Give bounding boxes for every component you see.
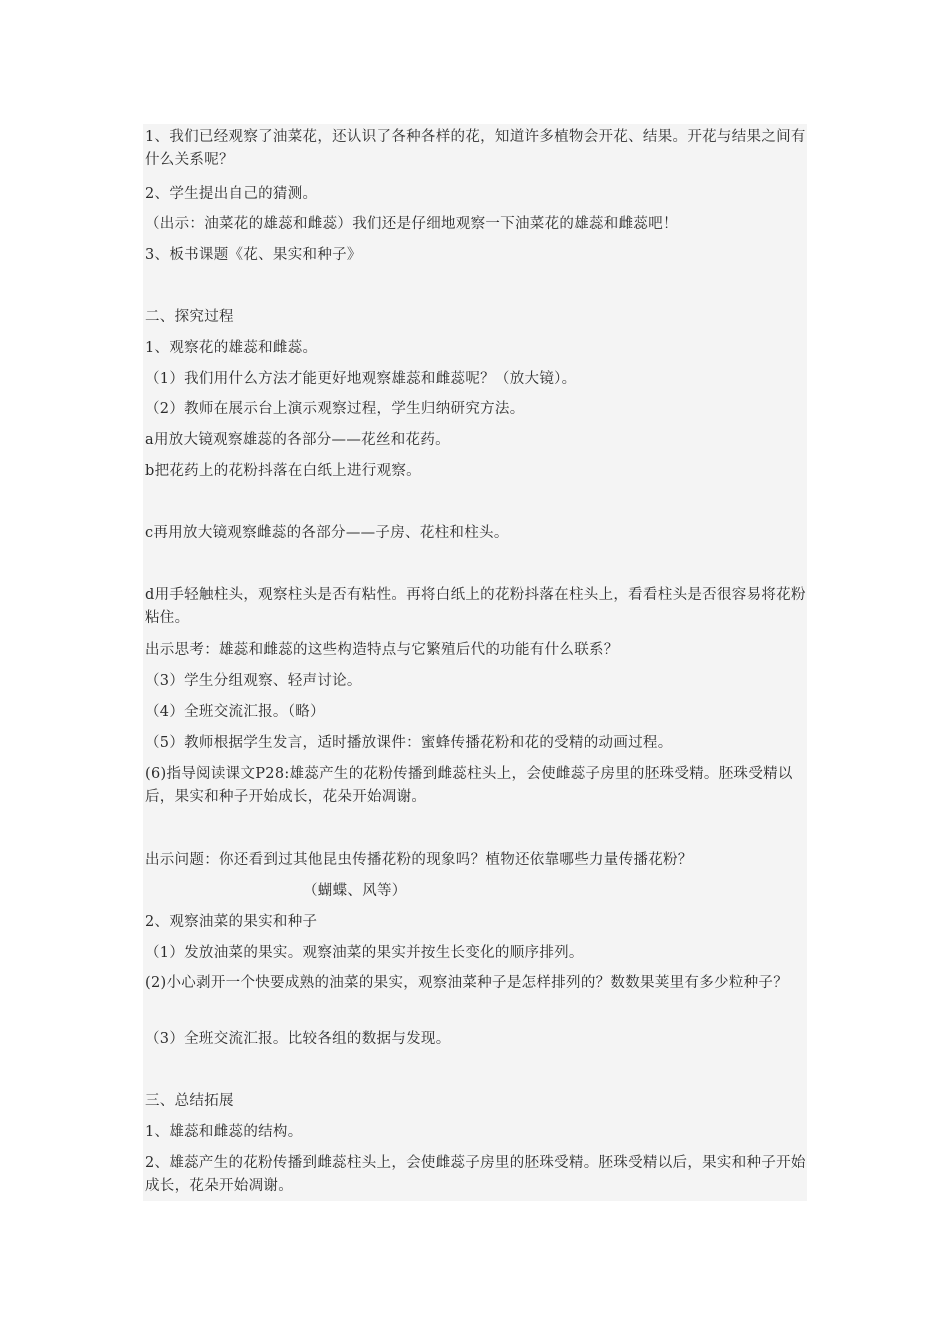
paragraph: 2、雄蕊产生的花粉传播到雌蕊柱头上，会使雌蕊子房里的胚珠受精。胚珠受精以后，果实和种子开始成长，花朵开始凋谢。	[145, 1155, 806, 1194]
paragraph: （1）发放油菜的果实。观察油菜的果实并按生长变化的顺序排列。	[145, 945, 584, 961]
paragraph: （3）学生分组观察、轻声讨论。	[145, 673, 362, 689]
paragraph: (2)小心剥开一个快要成熟的油菜的果实，观察油菜种子是怎样排列的？数数果荚里有多少粒种子？	[145, 975, 789, 991]
paragraph: 2、学生提出自己的猜测。	[145, 186, 318, 202]
section-heading: 二、探究过程	[145, 309, 234, 325]
paragraph: （5）教师根据学生发言，适时播放课件：蜜蜂传播花粉和花的受精的动画过程。	[145, 735, 673, 751]
paragraph: d用手轻触柱头，观察柱头是否有粘性。再将白纸上的花粉抖落在柱头上，看看柱头是否很容易将花粉粘住。	[145, 587, 806, 626]
paragraph: 1、雄蕊和雌蕊的结构。	[145, 1124, 303, 1140]
paragraph: c再用放大镜观察雌蕊的各部分——子房、花柱和柱头。	[145, 525, 509, 541]
paragraph: 3、板书课题《花、果实和种子》	[145, 247, 362, 263]
paragraph: （出示：油菜花的雄蕊和雌蕊）我们还是仔细地观察一下油菜花的雄蕊和雌蕊吧！	[145, 216, 678, 232]
paragraph: （2）教师在展示台上演示观察过程，学生归纳研究方法。	[145, 401, 525, 417]
paragraph: b把花药上的花粉抖落在白纸上进行观察。	[145, 463, 421, 479]
paragraph: 2、观察油菜的果实和种子	[145, 914, 318, 930]
paragraph: 1、我们已经观察了油菜花，还认识了各种各样的花，知道许多植物会开花、结果。开花与结果之间有什么关系呢？	[145, 129, 806, 168]
paragraph: 出示思考：雄蕊和雌蕊的这些构造特点与它繁殖后代的功能有什么联系？	[145, 642, 619, 658]
paragraph: （3）全班交流汇报。比较各组的数据与发现。	[145, 1031, 451, 1047]
paragraph: （1）我们用什么方法才能更好地观察雄蕊和雌蕊呢？（放大镜）。	[145, 371, 577, 387]
paragraph: 出示问题：你还看到过其他昆虫传播花粉的现象吗？植物还依靠哪些力量传播花粉？	[145, 852, 693, 868]
section-heading: 三、总结拓展	[145, 1093, 234, 1109]
paragraph: 1、观察花的雄蕊和雌蕊。	[145, 340, 318, 356]
paragraph: (6)指导阅读课文P28:雄蕊产生的花粉传播到雌蕊柱头上，会使雌蕊子房里的胚珠受精。胚珠受精以后，果实和种子开始成长，花朵开始凋谢。	[145, 766, 793, 805]
paragraph: （4）全班交流汇报。（略）	[145, 704, 325, 720]
paragraph: a用放大镜观察雄蕊的各部分——花丝和花药。	[145, 432, 450, 448]
paragraph: （蝴蝶、风等）	[303, 883, 407, 899]
